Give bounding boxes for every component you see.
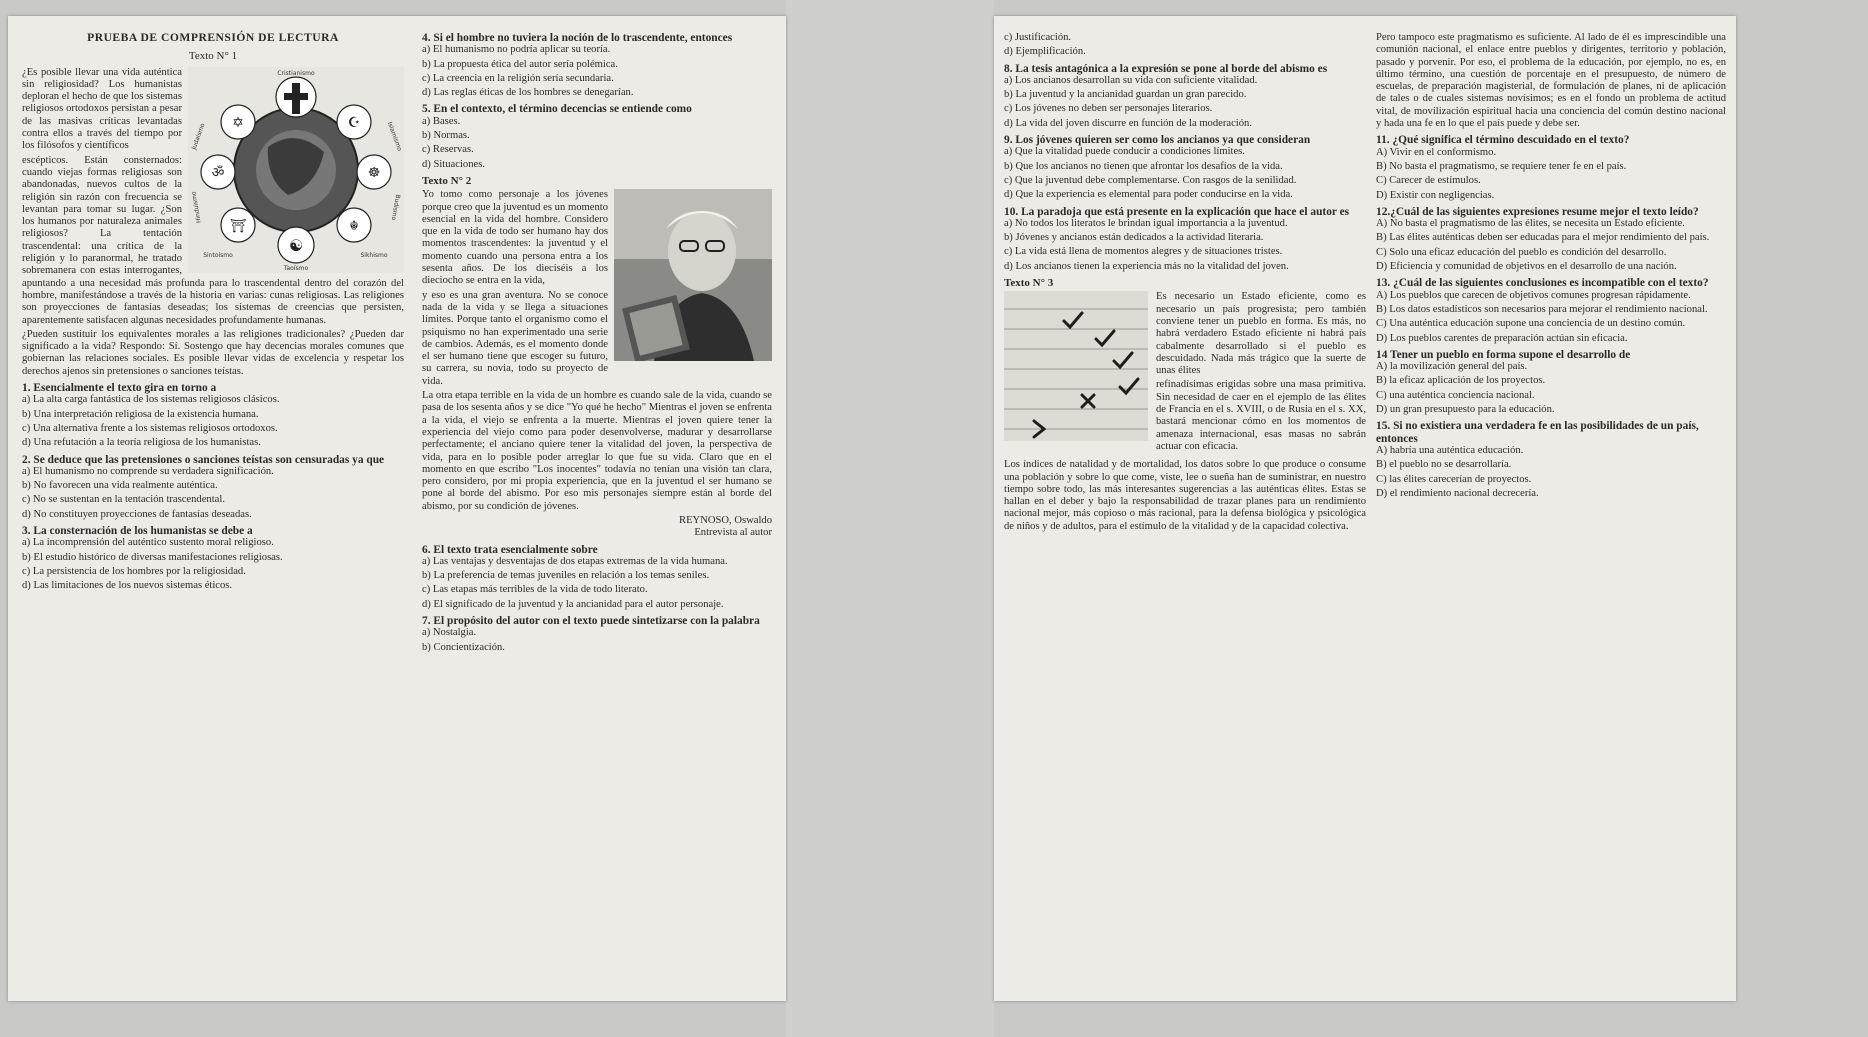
text-3-paragraph-1: Es necesario un Estado eficiente, como es necesario un país progresista; pero también conviene tener un pueblo en forma. Es más, no habrá verdadero Estado eficiente ni habrá país cabalmente desarrollado si el pueblo es descuidado. Nada más trágico que la suerte de unas élites (1156, 291, 1366, 377)
question-14-option-b[interactable]: B) la eficaz aplicación de los proyectos. (1376, 375, 1546, 387)
question-6-option-b[interactable]: b) La preferencia de temas juveniles en relación a los temas seniles. (422, 570, 710, 582)
question-13-option-c[interactable]: C) Una auténtica educación supone una conciencia de un destino común. (1376, 318, 1686, 330)
khanda-icon: ☬ (349, 218, 359, 234)
page-title: PRUEBA DE COMPRENSIÓN DE LECTURA (87, 31, 339, 44)
question-3-option-c[interactable]: c) La persistencia de los hombres por la religiosidad. (22, 565, 246, 577)
figure-label: Islamismo (385, 120, 403, 152)
question-12-option-d[interactable]: D) Eficiencia y comunidad de objetivos en el desarrollo de una nación. (1376, 261, 1677, 273)
question-9-option-a[interactable]: a) Que la vitalidad puede conducir a condiciones límites. (1004, 146, 1245, 158)
question-2: 2. Se deduce que las pretensiones o sanciones teístas son censuradas ya que (22, 453, 385, 466)
question-15-option-b[interactable]: B) el pueblo no se desarrollaría. (1376, 459, 1512, 471)
question-11-option-d[interactable]: D) Existir con negligencias. (1376, 189, 1495, 201)
right-page (994, 16, 1736, 1001)
question-13: 13. ¿Cuál de las siguientes conclusiones es incompatible con el texto? (1376, 277, 1709, 290)
question-7-option-b[interactable]: b) Concientización. (422, 641, 505, 653)
figure-label: Cristianismo (277, 69, 315, 77)
crescent-icon: ☪ (347, 114, 361, 131)
question-14-option-a[interactable]: A) la movilización general del país. (1376, 361, 1528, 373)
question-1-option-a[interactable]: a) La alta carga fantástica de los sistemas religiosos clásicos. (22, 394, 280, 406)
religions-wheel-figure (188, 67, 404, 273)
question-5-option-c[interactable]: c) Reservas. (422, 144, 474, 156)
question-11-option-a[interactable]: A) Vivir en el conformismo. (1376, 146, 1497, 158)
question-12-option-a[interactable]: A) No basta el pragmatismo de las élites, se necesita un Estado eficiente. (1376, 218, 1685, 230)
figure-label: Judaísmo (190, 122, 207, 151)
question-2-option-c[interactable]: c) No se sustentan en la tentación trascendental. (22, 494, 225, 506)
question-10-option-c[interactable]: c) La vida está llena de momentos alegres y de situaciones tristes. (1004, 246, 1283, 258)
text-1-label: Texto N° 1 (188, 50, 238, 63)
question-4-option-c[interactable]: c) La creencia en la religión sería secundaria. (422, 72, 614, 84)
question-11: 11. ¿Qué significa el término descuidado en el texto? (1376, 134, 1630, 147)
question-5-option-d[interactable]: d) Situaciones. (422, 158, 485, 170)
text-2-paragraph-2: y eso es una gran aventura. No se conoce nada de la vida y se llega a situaciones límites. Porque tanto el organismo como el psiquismo no han experimentado una serie de cambios. Además, es el momento donde el ser humano tiene que escoger su futuro, su carrera, su novia, todo su proyecto de vida. (422, 289, 608, 387)
question-3-option-d[interactable]: d) Las limitaciones de los nuevos sistemas éticos. (22, 580, 233, 592)
question-6-option-d[interactable]: d) El significado de la juventud y la ancianidad para el autor personaje. (422, 598, 724, 610)
question-11-option-b[interactable]: B) No basta el pragmatismo, se requiere tener fe en el país. (1376, 160, 1627, 172)
text-1-paragraph-2: ¿Pueden sustituir los equivalentes morales a las religiones tradicionales? ¿Pueden dar significado a la vida? Respondo: Sí. Sostengo que hay decencias morales comunes que gobiernan las relaciones sociales. Es posible llevar vidas de excelencia y respetar los derechos ajenos sin pretensiones o sanciones teístas. (22, 328, 404, 377)
question-5-option-a[interactable]: a) Bases. (422, 115, 461, 127)
text-3-paragraph-4: Pero tampoco este pragmatismo es suficiente. Al lado de él es imprescindible una comunión nacional, el enlace entre pueblos y dirigentes, territorio y población, pasado y porvenir. Por eso, el problema de la educación, por ejemplo, no es, en último término, una cuestión de porcentaje en el presupuesto, de número de escuelas, de preparación magisterial, de formulación de planes, ni de aplicación de tales o de cuales sistemas novísimos; es en el fondo un problema de actitud vital, de movilización espiritual hacia una conciencia del común destino nacional y hada una fe en lo que el país puede y debe ser. (1376, 32, 1726, 130)
right-column-2 (1376, 32, 1726, 502)
question-1-option-d[interactable]: d) Una refutación a la teoría religiosa de los humanistas. (22, 437, 261, 449)
question-13-option-d[interactable]: D) Los pueblos carentes de preparación actúan sin eficacia. (1376, 332, 1628, 344)
question-8-option-d[interactable]: d) La vida del joven discurre en función de la moderación. (1004, 117, 1252, 129)
question-13-option-a[interactable]: A) Los pueblos que carecen de objetivos comunes progresan rápidamente. (1376, 289, 1691, 301)
question-6-option-c[interactable]: c) Las etapas más terribles de la vida de todo literato. (422, 584, 648, 596)
text-2-paragraph-1: Yo tomo como personaje a los jóvenes porque creo que la juventud es un momento esencial en la vida del hombre. Considero que en la vida de todo ser humano hay dos momentos trascendentes: la juventud y el momento cuando una persona entra a los sesenta años. De los dieciséis a los dieciocho se entra en la vida, (422, 189, 608, 287)
question-1: 1. Esencialmente el texto gira en torno a (22, 382, 217, 395)
left-column-1 (22, 32, 404, 594)
question-2-option-b[interactable]: b) No favorecen una vida realmente auténtica. (22, 480, 218, 492)
question-2-option-d[interactable]: d) No constituyen proyecciones de fantasías deseadas. (22, 508, 252, 520)
checklist-illustration (1004, 291, 1148, 441)
question-15: 15. Si no existiera una verdadera fe en las posibilidades de un país, entonces (1376, 420, 1699, 445)
question-4-option-a[interactable]: a) El humanismo no podría aplicar su teoría. (422, 44, 611, 56)
right-column-1 (1004, 32, 1366, 535)
question-9-option-d[interactable]: d) Que la experiencia es elemental para poder conducirse en la vida. (1004, 189, 1293, 201)
text-1-body: escépticos. Están consternados: cuando viejas formas religiosas son abandonadas, nuevos cultos de la religión sin razón con frecuencia se levantan para tomar su lugar. ¿Son los humanos por naturaleza animales religiosos? La tentación trascendental: una crítica de la religión y lo paranormal, he tratado sobremanera con estas interrogantes, apuntando a una necesidad más profunda para lo trascendental dentro del corazón del hombre, manifestándose a través de la historia en varias: cunas religiosas. Las religiones son proyecciones de fantasías deseadas; los sistemas de creencias que persisten, aparentemente satisfacen algunas necesidades profundamente humanas. (22, 154, 404, 326)
text-3-paragraph-2: refinadísimas erigidas sobre una masa primitiva. Sin necesidad de caer en el ejemplo de las élites de Francia en el s. XVIII, o de Rusia en el s. XX, bastará mencionar cómo en los momentos de amenaza internacional, esas masas no sabrán actuar con eficacia. (1156, 379, 1366, 452)
question-15-option-c[interactable]: C) las élites carecerían de proyectos. (1376, 473, 1532, 485)
left-page (8, 16, 786, 1001)
question-10-option-d[interactable]: d) Los ancianos tienen la experiencia más no la vitalidad del joven. (1004, 260, 1289, 272)
question-9-option-b[interactable]: b) Que los ancianos no tienen que afrontar los desafíos de la vida. (1004, 160, 1283, 172)
question-11-option-c[interactable]: C) Carecer de estímulos. (1376, 175, 1481, 187)
figure-label: Sintoísmo (203, 251, 233, 259)
question-12-option-c[interactable]: C) Solo una eficaz educación del pueblo es condición del desarrollo. (1376, 246, 1667, 258)
question-9: 9. Los jóvenes quieren ser como los ancianos ya que consideran (1004, 134, 1311, 147)
om-icon: ॐ (211, 164, 225, 181)
text-2-author: REYNOSO, Oswaldo (679, 514, 772, 526)
figure-label: Budismo (389, 193, 402, 221)
author-portrait-photo (614, 189, 772, 361)
left-column-2 (422, 32, 772, 656)
question-3-option-a[interactable]: a) La incomprensión del auténtico sustento moral religioso. (22, 537, 274, 549)
question-8-option-a[interactable]: a) Los ancianos desarrollan su vida con suficiente vitalidad. (1004, 74, 1258, 86)
background-gap (786, 0, 994, 1037)
question-10-option-b[interactable]: b) Jóvenes y ancianos están dedicados a la actividad literaria. (1004, 232, 1264, 244)
question-12: 12.¿Cuál de las siguientes expresiones resume mejor el texto leído? (1376, 205, 1699, 218)
yin-yang-icon: ☯ (288, 235, 304, 255)
question-8: 8. La tesis antagónica a la expresión se pone al borde del abismo es (1004, 62, 1328, 75)
question-3-option-b[interactable]: b) El estudio histórico de diversas manifestaciones religiosas. (22, 551, 283, 563)
question-14: 14 Tener un pueblo en forma supone el desarrollo de (1376, 348, 1631, 361)
question-1-option-b[interactable]: b) Una interpretación religiosa de la existencia humana. (22, 408, 259, 420)
question-6-option-a[interactable]: a) Las ventajas y desventajas de dos etapas extremas de la vida humana. (422, 555, 728, 567)
torii-icon: ⛩ (229, 218, 247, 234)
question-15-option-d[interactable]: D) el rendimiento nacional decrecería. (1376, 487, 1539, 499)
figure-label: Sikhismo (360, 251, 388, 259)
dharma-wheel-icon: ☸ (367, 164, 381, 181)
question-7-option-d[interactable]: d) Ejemplificación. (1004, 46, 1086, 58)
question-5: 5. En el contexto, el término decencias se entiende como (422, 103, 692, 116)
question-6: 6. El texto trata esencialmente sobre (422, 543, 598, 556)
question-9-option-c[interactable]: c) Que la juventud debe complementarse. Con rasgos de la senilidad. (1004, 174, 1297, 186)
question-10: 10. La paradoja que está presente en la explicación que hace el autor es (1004, 205, 1350, 218)
text-2-source: Entrevista al autor (694, 527, 772, 539)
question-4: 4. Si el hombre no tuviera la noción de lo trascendente, entonces (422, 32, 733, 44)
question-7: 7. El propósito del autor con el texto puede sintetizarse con la palabra (422, 615, 760, 628)
question-8-option-c[interactable]: c) Los jóvenes no deben ser personajes literarios. (1004, 103, 1213, 115)
text-3-label: Texto N° 3 (1004, 277, 1054, 290)
question-14-option-c[interactable]: C) una auténtica conciencia nacional. (1376, 389, 1535, 401)
question-13-option-b[interactable]: B) Los datos estadísticos son necesarios para mejorar el rendimiento nacional. (1376, 303, 1708, 315)
text-2-label: Texto N° 2 (422, 174, 472, 187)
text-2-paragraph-3: La otra etapa terrible en la vida de un hombre es cuando sale de la vida, cuando se pasa de los sesenta años y se dice "Yo qué he hecho" Mientras el joven se enfrenta a la vida, el viejo se enfrenta a la muerte. Mientras el joven quiere tener la experiencia del viejo como para poder desenvolverse, madurar y desarrollarse perfectamente; el anciano quiere tener la vitalidad del joven, la perspectiva de vida, para en lo posible poder arreglar lo que fue su vida. Claro que en el momento en que escribo "Los inocentes" todavía no tenían una visión tan clara, pero considero, por mi propia experiencia, que en la juventud el ser humano se pone al borde del abismo. Por eso mis personajes siempre están al borde del abismo, por su condición de jóvenes. (422, 390, 772, 512)
question-8-option-b[interactable]: b) La juventud y la ancianidad guardan un gran parecido. (1004, 89, 1247, 101)
question-1-option-c[interactable]: c) Una alternativa frente a los sistemas religiosos ortodoxos. (22, 422, 278, 434)
figure-label: Hinduismo (190, 190, 203, 224)
text-3-paragraph-3: Los índices de natalidad y de mortalidad, los datos sobre lo que produce o consume una población y sobre lo que come, viste, lee o sueña han de suministrar, en nuestro tiempo sobre todo, las más interesantes sugerencias a las auténticas élites. Estas se hallan en el deber y bajo la responsabilidad de trazar planes para un rendimiento nacional mejor, más copioso o más racional, para la defensa biológica y psicológica de niños y de adultos, para el estímulo de la vitalidad y de la capacidad colectiva. (1004, 459, 1366, 532)
question-4-option-d[interactable]: d) Las reglas éticas de los hombres se denegarían. (422, 87, 634, 99)
question-15-option-a[interactable]: A) habría una auténtica educación. (1376, 444, 1524, 456)
question-7-option-a[interactable]: a) Nostalgia. (422, 627, 477, 639)
question-14-option-d[interactable]: D) un gran presupuesto para la educación. (1376, 404, 1555, 416)
question-12-option-b[interactable]: B) Las élites auténticas deben ser educadas para el mejor rendimiento del país. (1376, 232, 1710, 244)
question-10-option-a[interactable]: a) No todos los literatos le brindan igual importancia a la juventud. (1004, 217, 1288, 229)
question-4-option-b[interactable]: b) La propuesta ética del autor sería polémica. (422, 58, 618, 70)
question-2-option-a[interactable]: a) El humanismo no comprende su verdadera significación. (22, 465, 274, 477)
star-of-david-icon: ✡ (232, 114, 244, 131)
question-3: 3. La consternación de los humanistas se debe a (22, 524, 253, 537)
text-1-intro: ¿Es posible llevar una vida auténtica sin religiosidad? Los humanistas deploran el hecho de que los sistemas religiosos ortodoxos persistan a pesar de las masivas críticas levantadas contra ellos a través del tiempo por los filósofos y científicos (22, 66, 182, 152)
figure-label: Taoísmo (283, 264, 309, 272)
question-7-option-c[interactable]: c) Justificación. (1004, 32, 1072, 43)
question-5-option-b[interactable]: b) Normas. (422, 130, 470, 142)
